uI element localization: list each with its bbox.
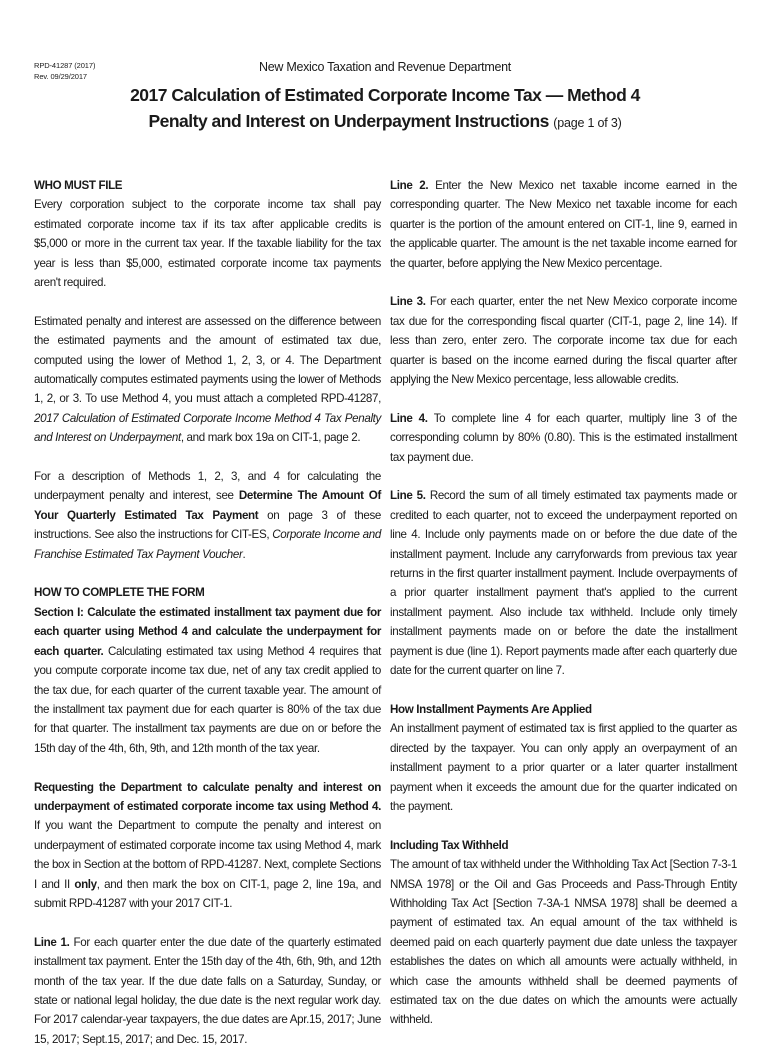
how-to-complete-heading: HOW TO COMPLETE THE FORM bbox=[34, 586, 205, 600]
left-column bbox=[34, 176, 381, 1049]
line-3-label: Line 3. bbox=[390, 295, 426, 309]
penalty-paragraph bbox=[34, 312, 381, 448]
who-must-file-heading: WHO MUST FILE bbox=[34, 179, 123, 192]
penalty-form-title: 2017 Calculation of Estimated Corporate Income Method 4 Tax Penalty and Interest on Underpayment bbox=[34, 411, 381, 445]
tax-withheld-section bbox=[390, 836, 737, 1030]
who-must-file-text: Every corporation subject to the corporate income tax shall pay estimated corporate income tax if its tax after applicable credits is $5,000 or more in the current tax year. If the taxable liability for the tax year is less than $5,000, estimated corporate income tax payments aren't required. bbox=[34, 198, 381, 290]
requesting-text-a: If you want the Department to compute the penalty and interest on underpayment of estimated corporate income tax using Method 4, mark the box in Section at the bottom of RPD-41287. Next, complete Sections I and II bbox=[34, 819, 381, 891]
page-note: (page 1 of 3) bbox=[553, 116, 622, 130]
page-title bbox=[0, 82, 770, 136]
methods-paragraph bbox=[34, 467, 381, 564]
line-2-label: Line 2. bbox=[390, 179, 429, 192]
line-2-text: Enter the New Mexico net taxable income earned in the corresponding quarter. The New Mexico net taxable income for each quarter is the portion of the amount entered on CIT-1, line 9, earned in the applicable quarter. The amount is the net taxable income earned for the quarter, before applying the New Mexico percentage. bbox=[390, 179, 737, 270]
title-line-2 bbox=[0, 108, 770, 136]
line-1-paragraph bbox=[34, 933, 381, 1049]
department-name: New Mexico Taxation and Revenue Department bbox=[259, 60, 511, 74]
requesting-only: only bbox=[74, 877, 97, 891]
who-must-file-section bbox=[34, 176, 381, 292]
methods-text-a: For a description of Methods 1, 2, 3, and 4 for calculating the underpayment penalty and interest, see bbox=[34, 470, 381, 503]
line-5-text: Record the sum of all timely estimated tax payments made or credited to each quarter, not to exceed the underpayment reported on line 4. Include only payments made on or before the due date of the installment payment. Include any carryforwards from previous tax year returns in the first quarter installment payment. Include overpayments of a prior quarter installment payment that's applied to the current installment payment. Also include tax withheld. Include only timely installment payments made on or before the date the installment payment is due (line 1). Report payments made after each quarterly due date for the current quarter on line 7. bbox=[390, 489, 737, 678]
methods-text-b: on page 3 of these instructions. See also the instructions for CIT-ES, bbox=[34, 508, 381, 542]
installment-applied-section bbox=[390, 700, 737, 816]
form-number: RPD-41287 (2017) bbox=[34, 61, 96, 70]
line-5-label: Line 5. bbox=[390, 489, 426, 503]
line-4-paragraph bbox=[390, 409, 737, 467]
penalty-text-a: Estimated penalty and interest are assessed on the difference between the estimated payments and the amount of estimated tax due, computed using the lower of Method 1, 2, 3, or 4. The Department automatically computes estimated payments using the lower of Methods 1, 2, or 3. To use Method 4, you must attach a completed RPD-41287, bbox=[34, 314, 381, 406]
title-line-1: 2017 Calculation of Estimated Corporate Income Tax — Method 4 bbox=[130, 85, 640, 105]
line-2-paragraph bbox=[390, 176, 737, 273]
requesting-paragraph bbox=[34, 778, 381, 914]
requesting-text-b: , and then mark the box on CIT-1, page 2, line 19a, and submit RPD-41287 with your 2017 CIT-1. bbox=[34, 877, 382, 910]
line-3-text: For each quarter, enter the net New Mexico corporate income tax due for the corresponding fiscal quarter (CIT-1, page 2, line 14). If less than zero, enter zero. The corporate income tax due for each quarter is based on the income earned during the fiscal quarter after applying the New Mexico percentage, less allowable credits. bbox=[390, 295, 737, 387]
line-1-label: Line 1. bbox=[34, 935, 70, 949]
line-5-paragraph bbox=[390, 486, 737, 680]
section-1-text: Calculating estimated tax using Method 4 requires that you compute corporate income tax due, net of any tax credit applied to the tax due, for each quarter of the current taxable year. The amount of the installment tax payment due for each quarter is 80% of the tax due for that quarter. The installment tax payments are due on or before the 15th day of the 4th, 6th, 9th, and 12th month of the tax year. bbox=[34, 644, 381, 755]
line-3-paragraph bbox=[390, 292, 737, 389]
tax-withheld-heading: Including Tax Withheld bbox=[390, 838, 509, 852]
penalty-text-b: , and mark box 19a on CIT-1, page 2. bbox=[180, 431, 361, 445]
line-4-text: To complete line 4 for each quarter, multiply line 3 of the corresponding column by 80% (0.80). This is the estimated installment tax payment due. bbox=[390, 411, 737, 464]
revision-date: Rev. 09/29/2017 bbox=[34, 72, 87, 81]
line-1-text: For each quarter enter the due date of the quarterly estimated installment tax payment. Enter the 15th day of the 4th, 6th, 9th, and 12th month of the tax year. If the due date falls on a Saturday, Sunday, or state or national legal holiday, the due date is the next regular work day. For 2017 calendar-year taxpayers, the due dates are Apr.15, 2017; June 15, 2017; Sept.15, 2017; and Dec. 15, 2017. bbox=[34, 935, 381, 1046]
methods-text-c: . bbox=[242, 547, 246, 561]
tax-withheld-text: The amount of tax withheld under the Withholding Tax Act [Section 7-3-1 NMSA 1978] or the Oil and Gas Proceeds and Pass-Through Entity Withholding Tax Act [Section 7-3A-1 NMSA 1978] shall be deemed a payment of estimated tax. An equal amount of the tax withheld is deemed paid on each quarterly payment due date unless the taxpayer establishes the dates on which all amounts were actually withheld, in which case the amounts withheld shall be deemed payments of estimated tax on the due dates on which the amounts were actually withheld. bbox=[390, 858, 737, 1027]
requesting-heading: Requesting the Department to calculate penalty and interest on underpayment of estimated corporate income tax using Method 4. bbox=[34, 780, 381, 813]
methods-reference: Determine The Amount Of Your Quarterly Estimated Tax Payment bbox=[34, 489, 381, 522]
section-1-heading: Section I: Calculate the estimated installment tax payment due for each quarter using Method 4 and calculate the underpayment for each quarter. bbox=[34, 605, 381, 658]
right-column bbox=[390, 176, 737, 1030]
how-to-complete-section bbox=[34, 583, 381, 758]
methods-voucher-title: Corporate Income and Franchise Estimated Tax Payment Voucher bbox=[34, 528, 381, 561]
line-4-label: Line 4. bbox=[390, 411, 428, 425]
title-line-2-text: Penalty and Interest on Underpayment Instructions bbox=[148, 111, 549, 131]
installment-applied-text: An installment payment of estimated tax is first applied to the quarter as directed by the taxpayer. You can only apply an overpayment of an installment payment to a prior quarter or a later quarter installment payment when it exceeds the amount due for the quarter indicated on the payment. bbox=[390, 722, 737, 813]
installment-applied-heading: How Installment Payments Are Applied bbox=[390, 702, 592, 716]
